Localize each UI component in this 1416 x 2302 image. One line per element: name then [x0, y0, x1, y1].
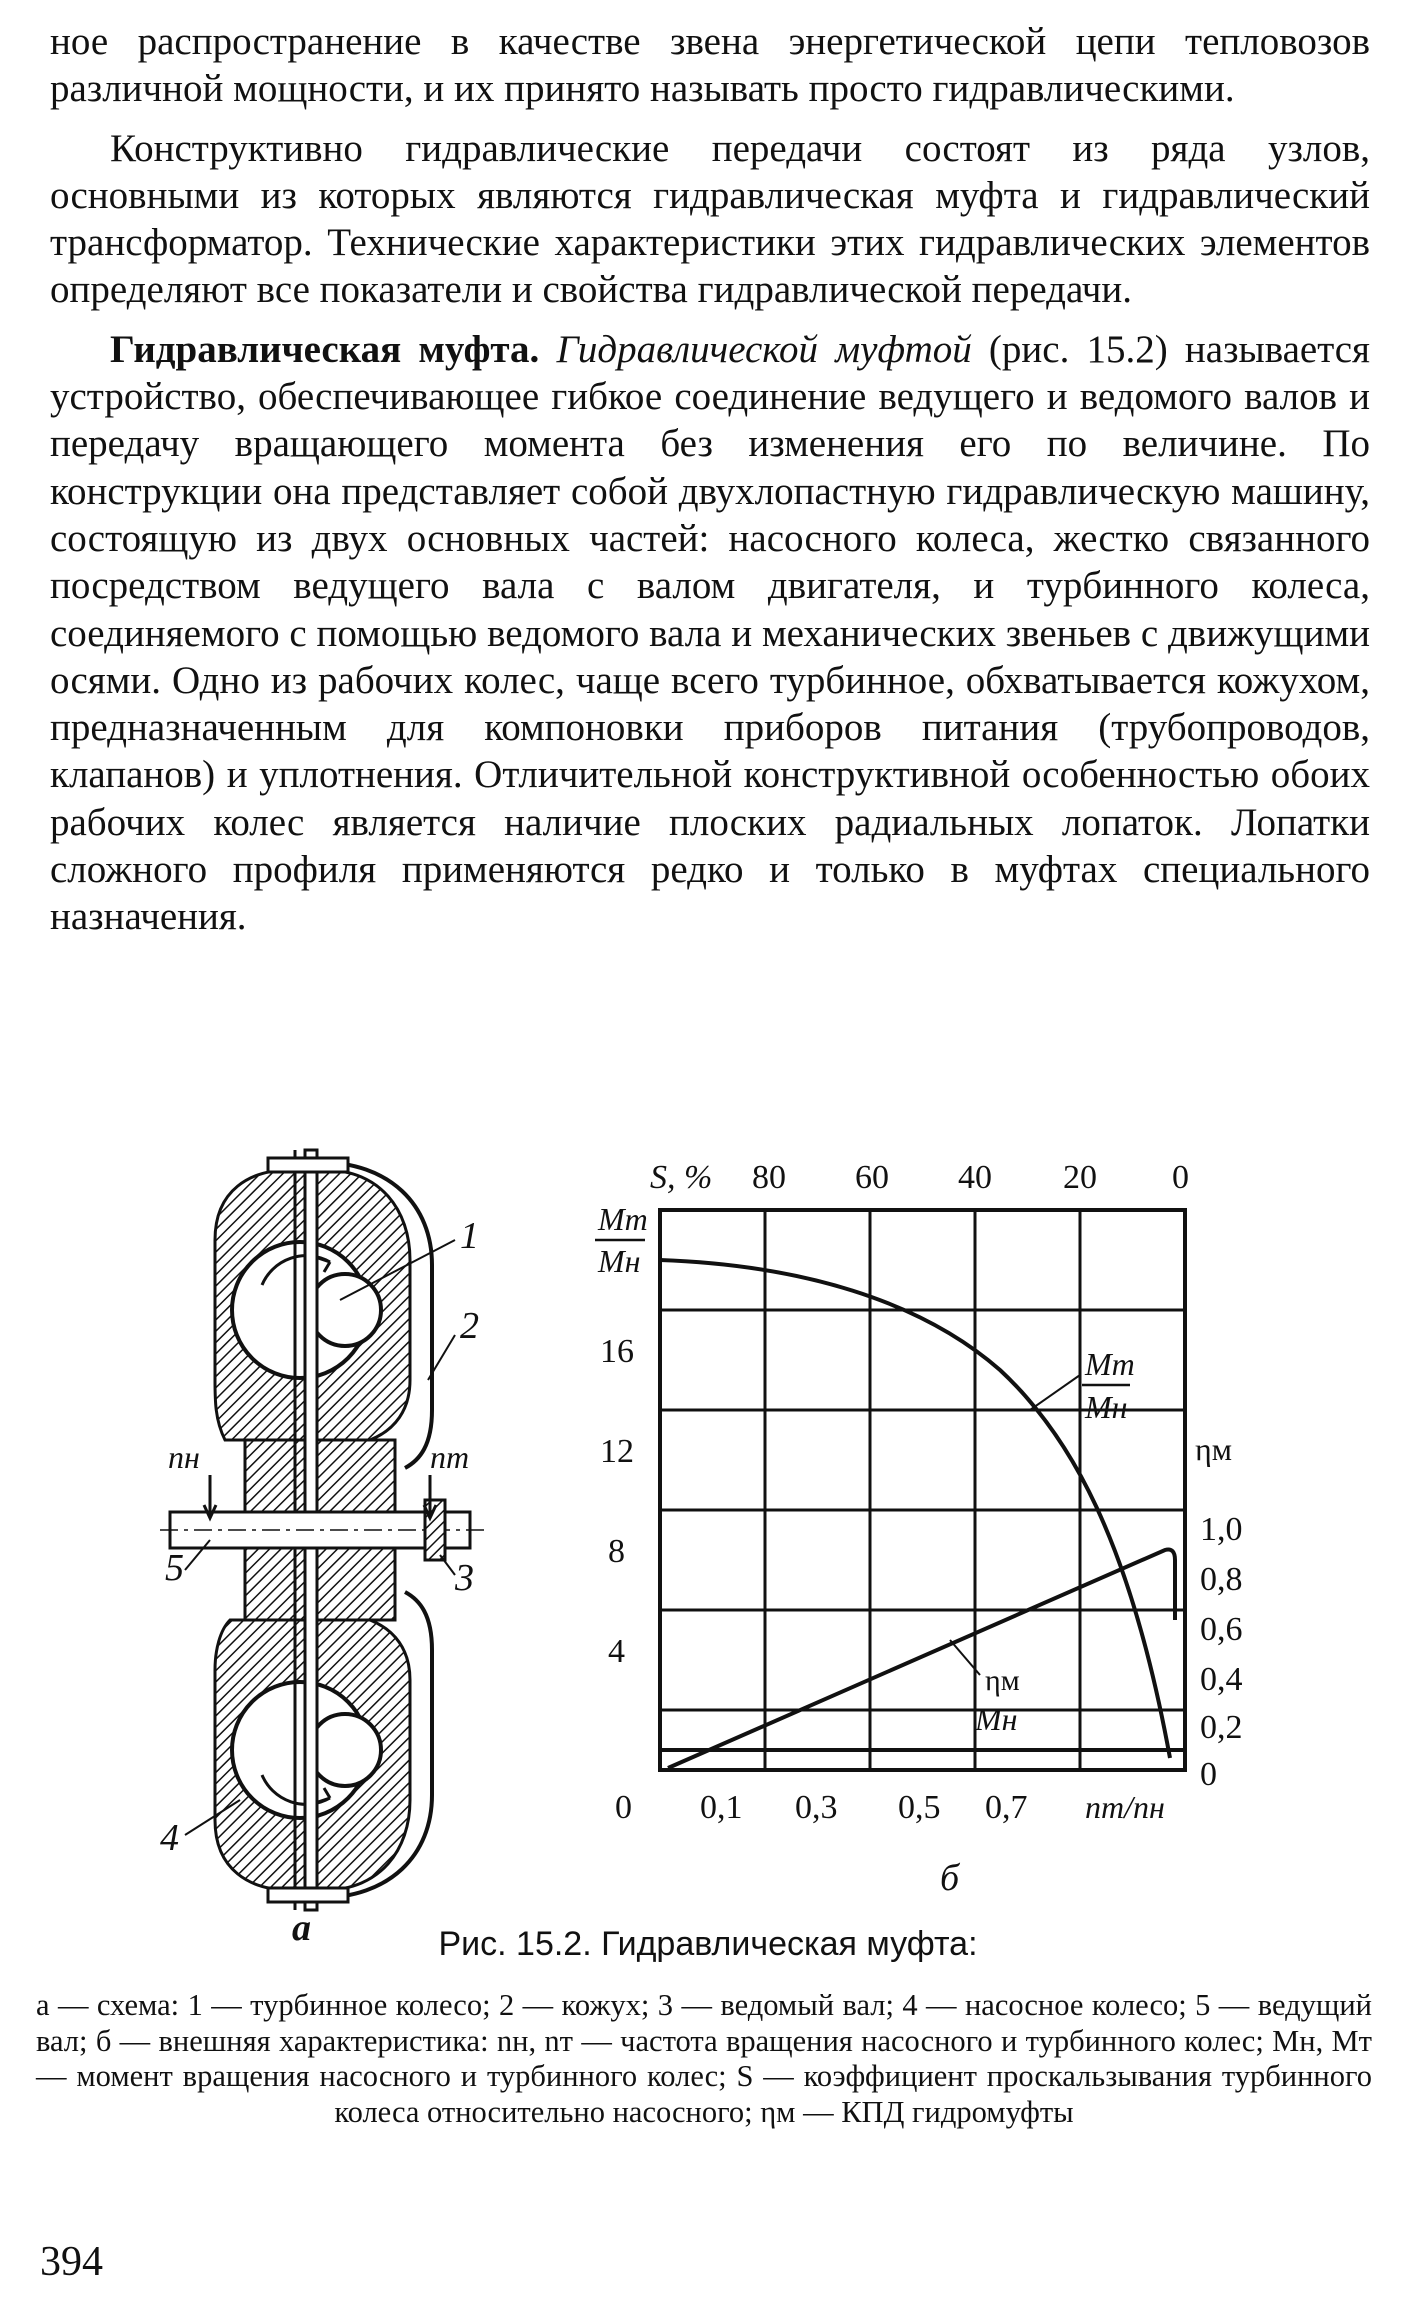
y-tick-4: 4	[608, 1633, 625, 1670]
paragraph-3-text: (рис. 15.2) называется устройство, обеспечивающее гибкое соединение ведущего и ведомого валов и передачу вращающего момента без изменения его по величине. По конструкции она представляет собой двухлопастную гидравлическую машину, состоящую из двух основных частей: насосного колеса, жестко связанного посредством ведущего вала с валом двигателя, и турбинного колеса, соединяемого с помощью ведомого вала и механических звеньев с движущими осями. Одно из рабочих колес, чаще всего турбинное, обхватывается кожухом, предназначенным для компоновки приборов питания (трубопроводов, клапанов) и уплотнения. Отличительной конструктивной особенностью обоих рабочих колес является наличие плоских радиальных лопаток. Лопатки сложного профиля применяются редко и только в муфтах специального назначения.	[50, 327, 1370, 939]
y-tick-12: 12	[600, 1433, 634, 1470]
eta-tick-06: 0,6	[1200, 1611, 1243, 1648]
s-tick-20: 20	[1063, 1159, 1097, 1196]
eta-axis-label: ηм	[1195, 1431, 1232, 1467]
paragraph-3	[50, 326, 1370, 941]
label-4: 4	[160, 1817, 179, 1859]
curve3-label: Mн	[975, 1701, 1018, 1737]
y-tick-8: 8	[608, 1533, 625, 1570]
label-1: 1	[460, 1215, 479, 1257]
s-tick-0: 0	[1172, 1159, 1189, 1196]
sublabel-a: а	[292, 1907, 311, 1949]
y-label-num: Mт	[598, 1201, 648, 1237]
curve1-label-den: Mн	[1085, 1389, 1128, 1425]
term-italic: Гидравлической муфтой	[556, 327, 972, 371]
s-axis-label: S, %	[650, 1159, 713, 1196]
curve2-label: ηм	[985, 1664, 1020, 1697]
x-tick-07: 0,7	[985, 1789, 1028, 1826]
s-tick-80: 80	[752, 1159, 786, 1196]
x-axis-label: nт/nн	[1085, 1789, 1165, 1825]
y-tick-16: 16	[600, 1333, 634, 1370]
s-tick-40: 40	[958, 1159, 992, 1196]
paragraph-2: Конструктивно гидравлические передачи состоят из ряда узлов, основными из которых являются гидравлическая муфта и гидравлический трансформатор. Технические характеристики этих гидравлических элементов определяют все показатели и свойства гидравлической передачи.	[50, 126, 1370, 312]
x-tick-0: 0	[615, 1789, 632, 1826]
figure-caption: Рис. 15.2. Гидравлическая муфта:	[438, 1925, 978, 1963]
plot-frame	[660, 1210, 1185, 1770]
coupling-schematic	[160, 1150, 490, 1949]
label-n-t: nт	[430, 1439, 470, 1475]
y-label-den: Mн	[598, 1243, 641, 1279]
label-3: 3	[455, 1557, 474, 1599]
eta-tick-10: 1,0	[1200, 1511, 1243, 1548]
sublabel-b: б	[940, 1857, 960, 1899]
x-tick-01: 0,1	[700, 1789, 743, 1826]
label-5: 5	[165, 1547, 184, 1589]
eta-tick-08: 0,8	[1200, 1561, 1243, 1598]
page-number: 394	[40, 2239, 103, 2285]
characteristic-chart	[595, 1159, 1243, 1899]
eta-tick-0: 0	[1200, 1756, 1217, 1793]
label-n-n: nн	[168, 1439, 200, 1475]
section-heading: Гидравлическая муфта.	[110, 327, 540, 371]
label-2: 2	[460, 1305, 479, 1347]
s-tick-60: 60	[855, 1159, 889, 1196]
x-tick-03: 0,3	[795, 1789, 838, 1826]
curve1-label-num: Mт	[1085, 1346, 1135, 1382]
curve-eta	[668, 1549, 1175, 1768]
eta-tick-04: 0,4	[1200, 1661, 1243, 1698]
eta-tick-02: 0,2	[1200, 1709, 1243, 1746]
x-tick-05: 0,5	[898, 1789, 941, 1826]
figure-legend: а — схема: 1 — турбинное колесо; 2 — кожух; 3 — ведомый вал; 4 — насосное колесо; 5 — ведущий вал; б — внешняя характеристика: nн, nт — частота вращения насосного и турбинного колес; Mн, Mт — момент вращения насосного и турбинного колес; S — коэффициент проскальзывания турбинного колеса относительно насосного; ηм — КПД гидромуфты	[36, 1988, 1372, 2129]
paragraph-1: ное распространение в качестве звена энергетической цепи тепловозов различной мощности, и их принято называть просто гидравлическими.	[50, 20, 1370, 111]
text-body	[50, 18, 1370, 941]
